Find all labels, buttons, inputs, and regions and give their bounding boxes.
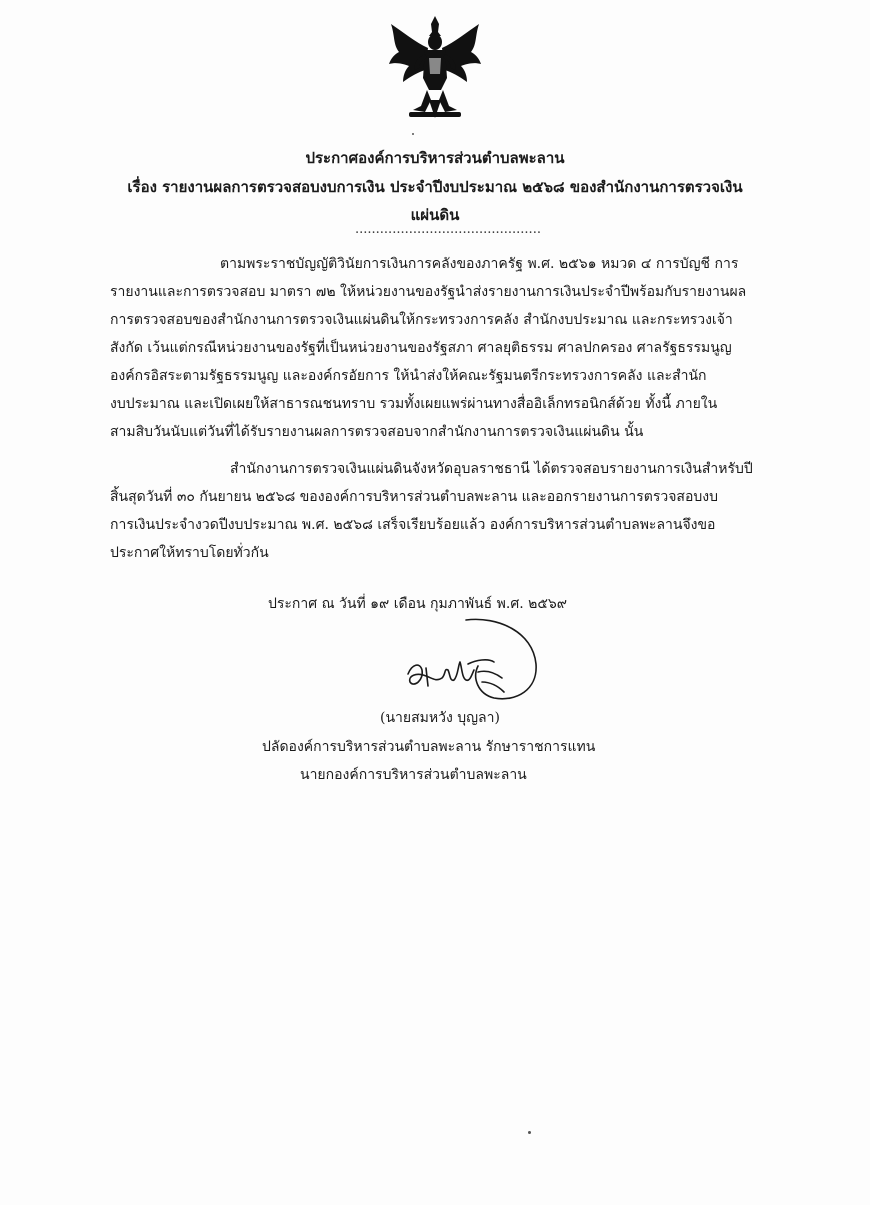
separator-line: .............................................: [355, 222, 541, 237]
paragraph-line: การตรวจสอบของสำนักงานการตรวจเงินแผ่นดินให้กระทรวงการคลัง สำนักงบประมาณ และกระทรวงเจ้า: [110, 312, 733, 328]
announcement-date: ประกาศ ณ วันที่ ๑๙ เดือน กุมภาพันธ์ พ.ศ. ๒๕๖๙: [268, 596, 568, 612]
paragraph-line: รายงานและการตรวจสอบ มาตรา ๗๒ ให้หน่วยงานของรัฐนำส่งรายงานการเงินประจำปีพร้อมกับรายงานผล: [110, 284, 747, 300]
scan-speck: [412, 133, 414, 135]
signer-name: (นายสมหวัง บุญลา): [380, 710, 500, 726]
garuda-emblem-icon: [385, 14, 485, 122]
body-paragraph-1: [110, 250, 780, 446]
paragraph-line: งบประมาณ และเปิดเผยให้สาธารณชนทราบ รวมทั้งเผยแพร่ผ่านทางสื่ออิเล็กทรอนิกส์ด้วย ทั้งนี้ ภายใน: [110, 396, 718, 412]
document-title: ประกาศองค์การบริหารส่วนตำบลพะลาน: [305, 149, 565, 167]
signer-position-secondary: นายกองค์การบริหารส่วนตำบลพะลาน: [300, 767, 527, 783]
paragraph-line: การเงินประจำงวดปีงบประมาณ พ.ศ. ๒๕๖๘ เสร็จเรียบร้อยแล้ว องค์การบริหารส่วนตำบลพะลานจึงขอ: [110, 517, 716, 533]
signer-position: ปลัดองค์การบริหารส่วนตำบลพะลาน รักษาราชการแทน: [262, 739, 596, 755]
document-subject: เรื่อง รายงานผลการตรวจสอบงบการเงิน ประจำปีงบประมาณ ๒๕๖๘ ของสำนักงานการตรวจเงิน: [127, 178, 743, 196]
document-subject-continued: แผ่นดิน: [410, 206, 460, 224]
paragraph-line: สังกัด เว้นแต่กรณีหน่วยงานของรัฐที่เป็นหน่วยงานของรัฐสภา ศาลยุติธรรม ศาลปกครอง ศาลรัฐธรรมนูญ: [110, 340, 732, 356]
paragraph-line: สำนักงานการตรวจเงินแผ่นดินจังหวัดอุบลราชธานี ได้ตรวจสอบรายงานการเงินสำหรับปี: [230, 461, 753, 477]
paragraph-line: ประกาศให้ทราบโดยทั่วกัน: [110, 545, 269, 561]
handwritten-signature: [398, 612, 548, 712]
paragraph-line: สามสิบวันนับแต่วันที่ได้รับรายงานผลการตรวจสอบจากสำนักงานการตรวจเงินแผ่นดิน นั้น: [110, 424, 644, 440]
scan-speck: [528, 1131, 531, 1134]
paragraph-line: ตามพระราชบัญญัติวินัยการเงินการคลังของภาครัฐ พ.ศ. ๒๕๖๑ หมวด ๔ การบัญชี การ: [220, 256, 739, 272]
body-paragraph-2: [110, 455, 780, 567]
paragraph-line: สิ้นสุดวันที่ ๓๐ กันยายน ๒๕๖๘ ขององค์การบริหารส่วนตำบลพะลาน และออกรายงานการตรวจสอบงบ: [110, 489, 718, 505]
paragraph-line: องค์กรอิสระตามรัฐธรรมนูญ และองค์กรอัยการ ให้นำส่งให้คณะรัฐมนตรีกระทรวงการคลัง และสำนัก: [110, 368, 707, 384]
